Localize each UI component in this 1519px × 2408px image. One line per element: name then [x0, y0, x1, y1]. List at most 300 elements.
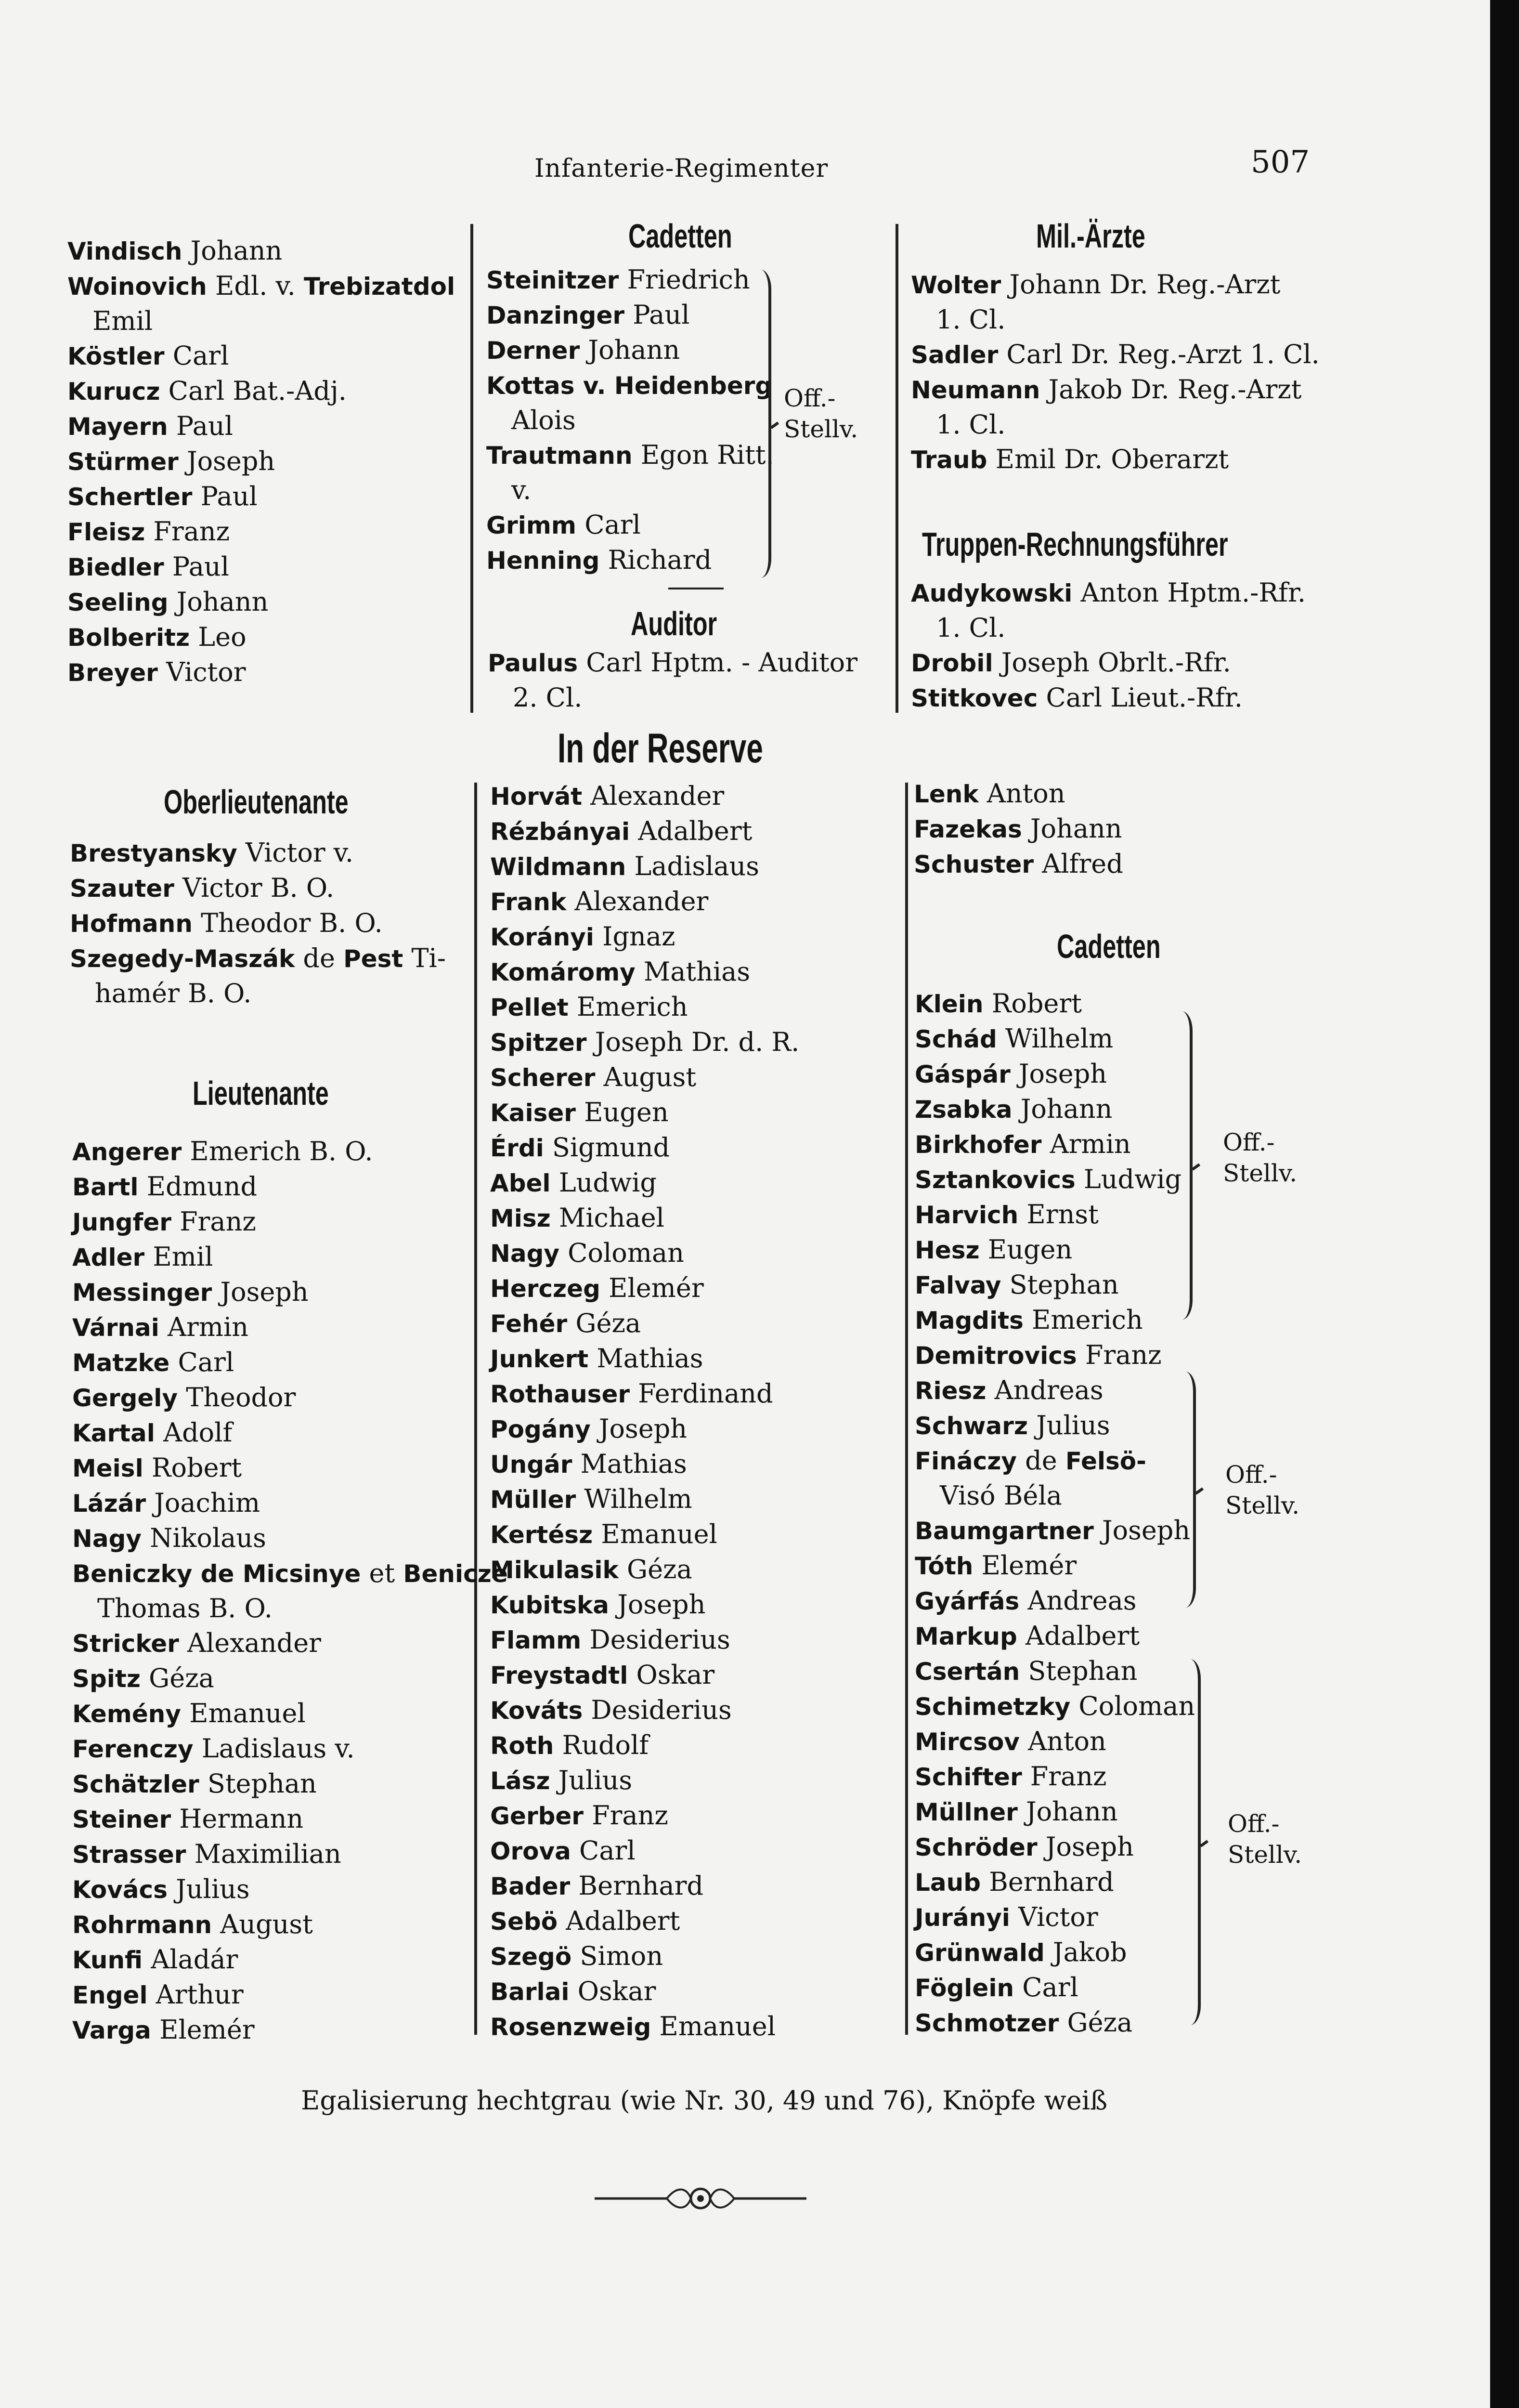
- name-list: [915, 986, 1195, 2041]
- list-entry: [72, 1345, 508, 1380]
- list-entry: [915, 1408, 1195, 1443]
- bracket: [1190, 1659, 1201, 2025]
- entry-name: Müller: [490, 1486, 576, 1514]
- bracket-annotation: Off.- Stellv.: [1225, 1461, 1300, 1519]
- entry-detail: Anton Hptm.-Rfr.: [1072, 577, 1306, 608]
- entry-name: Varga: [72, 2016, 151, 2044]
- list-entry: [490, 1728, 799, 1763]
- entry-name: Kartal: [72, 1419, 155, 1447]
- entry-detail: Joseph: [609, 1589, 706, 1620]
- entry-continuation: Visó Béla: [940, 1480, 1062, 1511]
- entry-name: Kunfi: [72, 1946, 143, 1974]
- entry-detail: Franz: [1077, 1340, 1162, 1370]
- entry-name: Frank: [490, 888, 567, 916]
- entry-detail: Victor: [1010, 1902, 1098, 1932]
- list-entry: [67, 409, 455, 444]
- entry-continuation: 1. Cl.: [936, 613, 1006, 643]
- entry-name: Zsabka: [915, 1096, 1013, 1124]
- list-entry: [490, 1623, 799, 1658]
- list-entry: [915, 1092, 1195, 1127]
- list-entry: [67, 655, 455, 690]
- entry-detail: Wilhelm: [576, 1484, 692, 1514]
- entry-detail: Oskar: [569, 1976, 656, 2006]
- list-entry: [490, 990, 799, 1025]
- entry-name: Engel: [72, 1981, 148, 2009]
- entry-name: Traub: [911, 446, 987, 474]
- entry-name: Komáromy: [490, 958, 636, 986]
- entry-detail: Adolf: [155, 1417, 233, 1448]
- entry-name: Wildmann: [490, 853, 626, 881]
- entry-detail: Julius: [167, 1874, 250, 1904]
- entry-name: Audykowski: [911, 579, 1073, 607]
- list-entry: [915, 1584, 1195, 1619]
- entry-detail: Johann: [1012, 1094, 1113, 1124]
- entry-continuation: 1. Cl.: [936, 304, 1006, 335]
- entry-name: Rohrmann: [72, 1911, 212, 1939]
- list-entry: [67, 374, 455, 409]
- list-entry: [915, 1373, 1195, 1408]
- list-entry: [72, 1275, 508, 1310]
- entry-name: Misz: [490, 1204, 551, 1232]
- list-entry: [67, 444, 455, 479]
- entry-detail: Franz: [145, 516, 230, 547]
- entry-detail: Carl: [1014, 1972, 1078, 2002]
- list-entry: [72, 1696, 508, 1731]
- list-entry: [490, 779, 799, 814]
- list-entry: [72, 1310, 508, 1345]
- list-entry: [915, 1830, 1195, 1865]
- entry-name: Felsö-: [1065, 1447, 1146, 1475]
- entry-name: Orova: [490, 1837, 571, 1865]
- column-divider-top-right: [896, 224, 898, 713]
- entry-name: Gáspár: [915, 1060, 1011, 1088]
- entry-name: Laub: [915, 1869, 981, 1897]
- entry-detail: Richard: [599, 545, 712, 575]
- list-entry: [486, 543, 774, 578]
- list-entry: [490, 1130, 799, 1165]
- entry-name: Stricker: [72, 1630, 179, 1658]
- list-entry: [490, 1552, 799, 1587]
- list-entry: [490, 1165, 799, 1201]
- list-entry: [490, 1060, 799, 1095]
- entry-name: Pellet: [490, 994, 569, 1021]
- entry-name: Jurányi: [915, 1904, 1010, 1932]
- entry-name: Gyárfás: [915, 1587, 1020, 1615]
- entry-name: Lenk: [914, 780, 979, 808]
- entry-detail: Joseph: [590, 1413, 688, 1444]
- entry-name: Horvát: [490, 783, 583, 811]
- entry-continuation: v.: [511, 475, 532, 505]
- entry-detail: Andreas: [986, 1375, 1104, 1405]
- entry-name: Kemény: [72, 1700, 181, 1728]
- entry-detail: Joseph: [1037, 1832, 1134, 1862]
- entry-continuation: Emil: [92, 306, 153, 336]
- entry-name: Hesz: [915, 1236, 980, 1264]
- entry-detail: Mathias: [635, 956, 751, 987]
- list-entry: [915, 1759, 1195, 1794]
- entry-name: Müllner: [915, 1798, 1018, 1826]
- entry-name: Ferenczy: [72, 1735, 194, 1763]
- entry-name: Szegö: [490, 1943, 572, 1971]
- entry-detail: Paul: [164, 551, 229, 582]
- entry-name: Föglein: [915, 1974, 1014, 2002]
- entry-detail: Ignaz: [594, 921, 675, 952]
- entry-detail: Victor: [157, 657, 246, 687]
- entry-name: Danzinger: [486, 301, 625, 329]
- list-entry: [72, 1661, 508, 1696]
- list-entry: [490, 1376, 799, 1412]
- entry-name: Birkhofer: [915, 1131, 1042, 1159]
- list-entry: [72, 1486, 508, 1521]
- entry-name: Steiner: [72, 1806, 171, 1833]
- entry-detail: Coloman: [559, 1238, 684, 1268]
- entry-detail: Carl: [571, 1835, 636, 1866]
- entry-name: Grimm: [486, 511, 577, 539]
- entry-name: Kurucz: [67, 378, 160, 406]
- entry-detail: de: [295, 943, 344, 973]
- list-entry: [911, 442, 1320, 477]
- list-entry: [915, 1162, 1195, 1197]
- entry-name: Mayern: [67, 413, 168, 441]
- list-entry: [72, 1942, 508, 1977]
- entry-detail: Géza: [618, 1554, 692, 1584]
- entry-detail: August: [595, 1062, 697, 1092]
- entry-name: Schwarz: [915, 1412, 1028, 1440]
- entry-name: Benicze: [403, 1560, 508, 1588]
- entry-detail: Alexander: [582, 781, 725, 811]
- entry-name: Vindisch: [67, 237, 182, 265]
- entry-detail: Ludwig: [550, 1167, 657, 1198]
- list-entry: [915, 1724, 1195, 1759]
- entry-name: Várnai: [72, 1314, 159, 1342]
- name-list: [488, 645, 857, 715]
- entry-detail: Egon Ritt.: [632, 440, 774, 470]
- list-entry: [67, 339, 455, 374]
- bracket: [1182, 1011, 1193, 1320]
- list-entry: [490, 814, 799, 849]
- list-entry: [915, 1865, 1195, 1900]
- entry-detail: Julius: [550, 1765, 633, 1795]
- entry-detail: Joseph Dr. d. R.: [586, 1027, 800, 1057]
- list-entry: [490, 1693, 799, 1728]
- entry-continuation: Thomas B. O.: [97, 1593, 273, 1623]
- list-entry: [490, 1587, 799, 1623]
- list-entry: [490, 849, 799, 884]
- entry-name: Derner: [486, 337, 580, 365]
- column-divider-bottom-right: [905, 783, 908, 2035]
- footer-note: Egalisierung hechtgrau (wie Nr. 30, 49 und 76), Knöpfe weiß: [301, 2085, 1108, 2116]
- section-heading-aerzte: Mil.-Ärzte: [1036, 217, 1145, 255]
- entry-detail: Nikolaus: [141, 1523, 266, 1553]
- entry-detail: Robert: [143, 1453, 242, 1483]
- section-heading-reserve: In der Reserve: [558, 725, 763, 772]
- list-entry: [72, 1907, 508, 1942]
- list-entry: [72, 1556, 508, 1591]
- list-entry: [490, 955, 799, 990]
- entry-detail: Adalbert: [558, 1906, 680, 1936]
- list-entry: [72, 1240, 508, 1275]
- list-entry: [486, 333, 774, 368]
- column-divider-top-left: [470, 224, 473, 713]
- entry-detail: Joseph: [1010, 1059, 1107, 1089]
- list-entry: [70, 871, 446, 906]
- list-entry: [914, 776, 1123, 811]
- entry-continuation: 1. Cl.: [936, 409, 1006, 440]
- entry-detail: Johann: [1017, 1796, 1118, 1827]
- list-entry: [72, 1521, 508, 1556]
- entry-name: Nagy: [490, 1240, 559, 1268]
- entry-detail: Victor B. O.: [174, 873, 335, 903]
- entry-detail: Edmund: [138, 1171, 258, 1202]
- entry-detail: Alexander: [179, 1628, 321, 1658]
- entry-name: Érdi: [490, 1134, 544, 1162]
- entry-detail: Ferdinand: [630, 1378, 773, 1409]
- entry-name: Lász: [490, 1767, 550, 1795]
- entry-name: Korányi: [490, 923, 594, 951]
- entry-name: Breyer: [67, 659, 158, 687]
- list-entry: [72, 2013, 508, 2048]
- list-entry: [915, 1232, 1195, 1268]
- entry-name: Rothauser: [490, 1380, 630, 1408]
- list-entry: [490, 919, 799, 955]
- page-number: 507: [1251, 144, 1310, 180]
- scan-border: [1490, 0, 1519, 2408]
- entry-detail: Johann: [580, 335, 680, 365]
- entry-detail: Wilhelm: [997, 1023, 1114, 1054]
- entry-name: Köstler: [67, 342, 165, 370]
- entry-name: Spitzer: [490, 1029, 587, 1057]
- list-entry: [486, 262, 774, 298]
- entry-name: Nagy: [72, 1525, 142, 1553]
- name-list: [490, 779, 799, 2044]
- entry-name: Kubitska: [490, 1591, 610, 1619]
- entry-detail: Coloman: [1070, 1691, 1195, 1721]
- list-entry: [72, 1451, 508, 1486]
- entry-name: Kováts: [490, 1697, 583, 1725]
- entry-name: Csertán: [915, 1658, 1020, 1686]
- name-list: [67, 234, 455, 690]
- entry-detail: Paul: [168, 411, 234, 441]
- entry-name: Freystadtl: [490, 1662, 628, 1689]
- entry-continuation: Alois: [511, 405, 576, 435]
- entry-name: Stitkovec: [911, 684, 1038, 712]
- list-entry: [490, 1341, 799, 1376]
- name-list: [486, 262, 774, 578]
- entry-name: Schifter: [915, 1763, 1022, 1791]
- entry-detail: Paul: [624, 300, 690, 330]
- entry-detail: Emanuel: [593, 1519, 717, 1549]
- entry-detail: Carl: [576, 510, 641, 540]
- entry-name: Schertler: [67, 483, 193, 511]
- entry-name: Wolter: [911, 271, 1001, 299]
- list-entry: [915, 1197, 1195, 1232]
- name-list: [72, 1134, 508, 2048]
- entry-detail: Desiderius: [583, 1695, 732, 1725]
- list-entry: [72, 1872, 508, 1907]
- entry-detail: Emanuel: [651, 2011, 776, 2042]
- entry-name: Gerber: [490, 1802, 584, 1830]
- entry-detail: Emerich B. O.: [182, 1136, 373, 1166]
- list-entry: [490, 1798, 799, 1833]
- entry-name: Seeling: [67, 589, 169, 616]
- list-entry: [67, 550, 455, 585]
- list-entry: [490, 1904, 799, 1939]
- entry-detail: Johann: [182, 236, 283, 266]
- entry-detail: Elemér: [973, 1550, 1077, 1581]
- entry-name: Gergely: [72, 1384, 178, 1412]
- list-entry: [915, 1268, 1195, 1303]
- entry-detail: Emerich: [568, 992, 688, 1022]
- entry-detail: Stephan: [1001, 1269, 1119, 1300]
- list-entry: [67, 234, 455, 269]
- entry-detail: Joachim: [146, 1488, 260, 1518]
- entry-name: Klein: [915, 990, 984, 1018]
- entry-detail: Franz: [1022, 1761, 1107, 1792]
- entry-detail: Armin: [1041, 1129, 1131, 1159]
- entry-detail: Adalbert: [1017, 1621, 1140, 1651]
- list-entry: [490, 1763, 799, 1798]
- list-entry: [490, 2009, 799, 2044]
- entry-detail: Anton: [1019, 1726, 1106, 1756]
- entry-name: Roth: [490, 1732, 554, 1760]
- section-heading-cadetten-reserve: Cadetten: [1057, 928, 1161, 965]
- entry-detail: Joseph Obrlt.-Rfr.: [993, 647, 1231, 678]
- entry-name: Sztankovics: [915, 1166, 1076, 1194]
- entry-detail: Mathias: [572, 1449, 687, 1479]
- entry-name: Magdits: [915, 1307, 1024, 1335]
- entry-name: Schröder: [915, 1833, 1038, 1861]
- list-entry: [915, 1127, 1195, 1162]
- entry-name: Messinger: [72, 1279, 212, 1307]
- entry-name: Steinitzer: [486, 266, 619, 294]
- list-entry: [911, 645, 1306, 681]
- entry-name: Kovács: [72, 1876, 168, 1904]
- entry-detail: Sigmund: [544, 1132, 670, 1163]
- list-entry: [490, 1833, 799, 1869]
- bracket: [1185, 1372, 1196, 1608]
- list-entry: [915, 1654, 1195, 1689]
- section-heading-oberlieutenante: Oberlieutenante: [164, 783, 349, 821]
- list-entry: [70, 836, 446, 871]
- name-list: [911, 267, 1320, 477]
- entry-name: Jungfer: [72, 1208, 171, 1236]
- entry-name: Drobil: [911, 649, 993, 677]
- list-entry: [72, 1415, 508, 1451]
- entry-name: Fináczy: [915, 1447, 1017, 1475]
- entry-name: Demitrovics: [915, 1342, 1077, 1370]
- entry-detail: Eugen: [979, 1234, 1073, 1265]
- list-entry: [72, 1767, 508, 1802]
- list-entry: [915, 1513, 1195, 1548]
- entry-detail: et: [361, 1558, 403, 1588]
- list-entry: [486, 368, 774, 403]
- list-entry: [911, 576, 1306, 611]
- entry-detail: Paul: [192, 481, 258, 511]
- entry-detail: Desiderius: [581, 1624, 730, 1655]
- entry-name: Trautmann: [486, 442, 633, 470]
- entry-name: Schmotzer: [915, 2009, 1059, 2037]
- entry-detail: Elemér: [151, 2015, 255, 2045]
- list-entry: [915, 1619, 1195, 1654]
- list-entry: [911, 267, 1320, 302]
- entry-name: Sadler: [911, 341, 999, 369]
- list-entry: [72, 1169, 508, 1204]
- entry-name: Tóth: [915, 1552, 974, 1580]
- entry-detail: Theodor: [178, 1382, 296, 1413]
- entry-detail: Emil: [144, 1242, 213, 1272]
- list-entry: [915, 1689, 1195, 1724]
- entry-detail: Johann: [1022, 813, 1122, 844]
- entry-name: Spitz: [72, 1665, 141, 1693]
- entry-name: Kaiser: [490, 1099, 576, 1127]
- entry-name: Barlai: [490, 1978, 570, 2006]
- entry-detail: Joseph: [1093, 1515, 1191, 1545]
- entry-name: Matzke: [72, 1349, 170, 1377]
- bracket-annotation: Off.- Stellv.: [784, 384, 858, 443]
- entry-detail: Ladislaus v.: [193, 1733, 355, 1764]
- list-entry: [490, 1974, 799, 2009]
- list-entry: [915, 1548, 1195, 1584]
- list-entry: [72, 1977, 508, 2013]
- list-entry: [486, 438, 774, 473]
- list-entry: [67, 479, 455, 514]
- entry-detail: Emerich: [1023, 1305, 1143, 1335]
- entry-detail: Joseph: [178, 446, 275, 476]
- section-heading-cadetten: Cadetten: [628, 217, 732, 255]
- list-entry: [915, 1443, 1195, 1479]
- list-entry: [915, 1935, 1195, 1970]
- list-entry: [915, 1303, 1195, 1338]
- list-entry: [490, 1869, 799, 1904]
- list-entry: [915, 1057, 1195, 1092]
- list-entry: [490, 1306, 799, 1341]
- entry-name: Bolberitz: [67, 624, 190, 652]
- name-list: [70, 836, 446, 1011]
- list-entry: [67, 585, 455, 620]
- list-entry: [486, 298, 774, 333]
- entry-detail: Géza: [140, 1663, 214, 1693]
- entry-name: Herczeg: [490, 1275, 600, 1303]
- entry-name: Paulus: [488, 649, 578, 677]
- entry-detail: Carl: [164, 340, 229, 371]
- entry-continuation: 2. Cl.: [513, 682, 583, 713]
- name-list: [914, 776, 1123, 882]
- entry-name: Schád: [915, 1025, 997, 1053]
- list-entry: [915, 2005, 1195, 2041]
- list-entry: [915, 1021, 1195, 1057]
- list-entry: [490, 1517, 799, 1552]
- entry-name: Fleisz: [67, 518, 145, 546]
- entry-name: Woinovich: [67, 273, 207, 301]
- entry-detail: Ladislaus: [626, 851, 759, 881]
- entry-name: Meisl: [72, 1454, 143, 1482]
- entry-detail: Ludwig: [1075, 1164, 1182, 1194]
- entry-detail: August: [212, 1909, 313, 1939]
- entry-name: Sebö: [490, 1908, 558, 1936]
- entry-detail: Joseph: [212, 1277, 309, 1307]
- entry-detail: Carl Dr. Reg.-Arzt 1. Cl.: [998, 339, 1320, 369]
- list-entry: [490, 1095, 799, 1130]
- list-entry: [72, 1204, 508, 1240]
- list-entry: [70, 941, 446, 976]
- entry-name: Stürmer: [67, 448, 179, 476]
- entry-detail: Géza: [567, 1308, 641, 1338]
- entry-name: Mikulasik: [490, 1556, 619, 1584]
- entry-detail: Bernhard: [981, 1867, 1114, 1897]
- list-entry: [911, 681, 1306, 716]
- entry-name: Harvich: [915, 1201, 1019, 1229]
- list-entry: [914, 811, 1123, 847]
